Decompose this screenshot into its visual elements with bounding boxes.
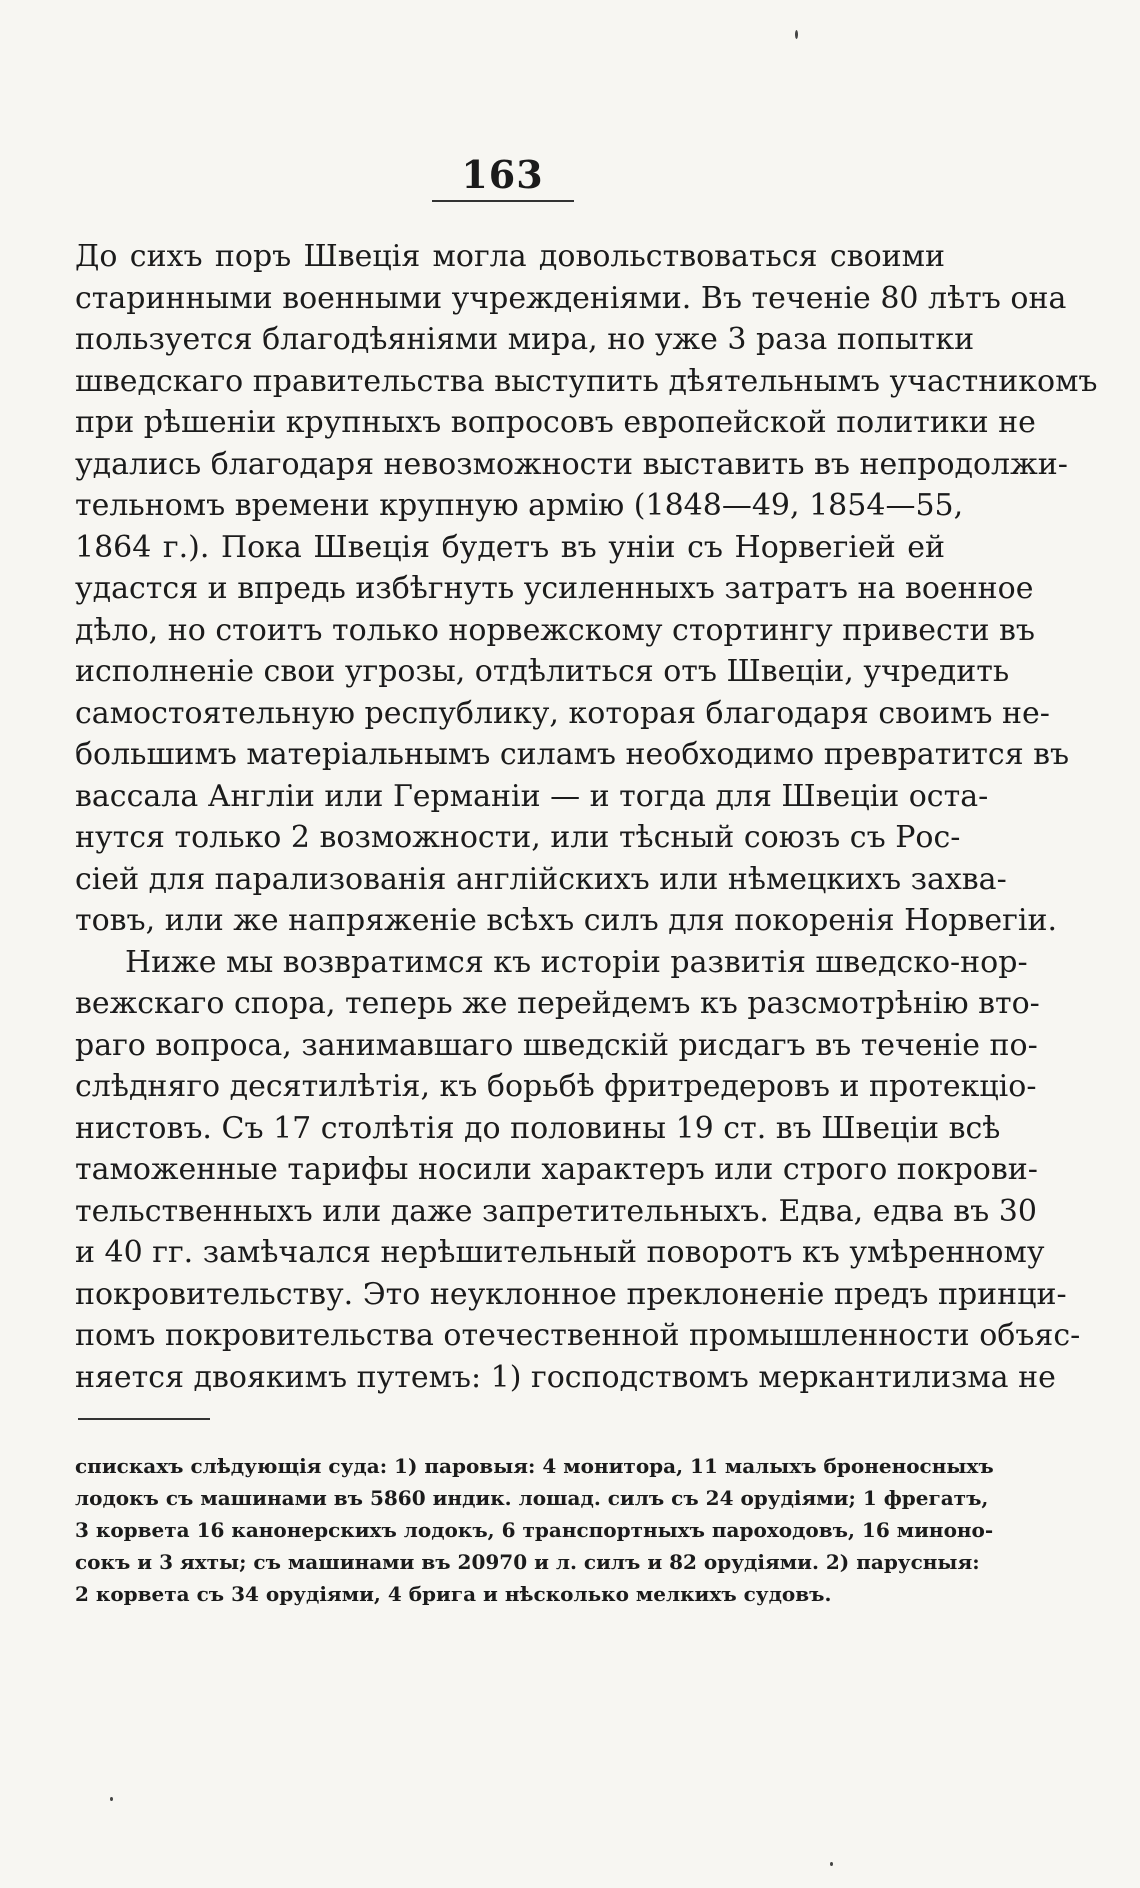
text-line: пользуется благодѣянiями мира, но уже 3 раза попытки: [75, 322, 975, 357]
text-line: нутся только 2 возможности, или тѣсный союзъ съ Рос-: [75, 820, 961, 855]
text-line: и 40 гг. замѣчался нерѣшительный поворотъ къ умѣренному: [75, 1235, 1045, 1270]
text-line: удались благодаря невозможности выставить въ непродолжи-: [75, 446, 1068, 482]
text-line: До сихъ поръ Швецiя могла довольствоваться своими: [75, 239, 945, 274]
text-line: помъ покровительства отечественной промышленности объяс-: [75, 1318, 1081, 1353]
text-line: таможенные тарифы носили характеръ или строго покрови-: [75, 1152, 1038, 1187]
footnote-line: 2 корвета съ 34 орудiями, 4 брига и нѣсколько мелкихъ судовъ.: [75, 1582, 832, 1606]
print-speck: [795, 30, 798, 39]
footnote-rule: [78, 1418, 210, 1420]
text-line: нистовъ. Съ 17 столѣтiя до половины 19 ст. въ Швецiи всѣ: [75, 1110, 1001, 1146]
text-line: дѣло, но стоитъ только норвежскому стортингу привести въ: [75, 612, 1035, 648]
text-line: при рѣшенiи крупныхъ вопросовъ европейской политики не: [75, 405, 1036, 440]
text-line: самостоятельную республику, которая благодаря своимъ не-: [75, 695, 1050, 731]
footnote-line: спискахъ слѣдующiя суда: 1) паровыя: 4 монитора, 11 малыхъ броненосныхъ: [75, 1454, 994, 1478]
footnote-line: сокъ и 3 яхты; съ машинами въ 20970 и л. силъ и 82 орудiями. 2) парусныя:: [75, 1550, 980, 1574]
text-line: большимъ матерiальнымъ силамъ необходимо превратится въ: [75, 737, 1070, 772]
text-line: вассала Англiи или Германiи — и тогда для Швецiи оста-: [75, 778, 989, 814]
text-line: покровительству. Это неуклонное преклоненiе предъ принци-: [75, 1276, 1067, 1312]
text-line: раго вопроса, занимавшаго шведскiй рисдагъ въ теченiе по-: [75, 1027, 1038, 1063]
footnote: [75, 1450, 994, 1610]
text-line: старинными военными учрежденiями. Въ теченiе 80 лѣтъ она: [75, 280, 1067, 316]
body-text: [75, 236, 1098, 1398]
footnote-line: лодокъ съ машинами въ 5860 индик. лошад. силъ съ 24 орудiями; 1 фрегатъ,: [75, 1486, 989, 1510]
page-number-rule: [432, 200, 574, 202]
footnote-line: 3 корвета 16 канонерскихъ лодокъ, 6 транспортныхъ пароходовъ, 16 миноно-: [75, 1518, 994, 1542]
text-line: сiей для парализованiя англiйскихъ или нѣмецкихъ захва-: [75, 861, 1007, 897]
text-line: няется двоякимъ путемъ: 1) господствомъ меркантилизма не: [75, 1359, 1056, 1395]
text-line: Ниже мы возвратимся къ исторiи развитiя шведско-нор-: [125, 944, 1028, 980]
print-speck: [110, 1797, 113, 1801]
text-line: 1864 г.). Пока Швецiя будетъ въ унiи съ Норвегiей ей: [75, 529, 945, 565]
text-line: вежскаго спора, теперь же перейдемъ къ разсмотрѣнiю вто-: [75, 986, 1040, 1021]
print-speck: [830, 1862, 833, 1866]
text-line: тельственныхъ или даже запретительныхъ. Едва, едва въ 30: [75, 1193, 1037, 1229]
text-line: слѣдняго десятилѣтiя, къ борьбѣ фритредеровъ и протекцiо-: [75, 1069, 1037, 1104]
text-line: тельномъ времени крупную армiю (1848—49, 1854—55,: [75, 488, 964, 523]
text-line: шведскаго правительства выступить дѣятельнымъ участникомъ: [75, 363, 1098, 399]
page-number: 163: [461, 152, 544, 197]
text-line: товъ, или же напряженiе всѣхъ силъ для покоренiя Норвегiи.: [75, 903, 1058, 938]
text-line: удастся и впредь избѣгнуть усиленныхъ затратъ на военное: [75, 571, 1034, 606]
text-line: исполненiе свои угрозы, отдѣлиться отъ Швецiи, учредить: [75, 654, 1010, 689]
